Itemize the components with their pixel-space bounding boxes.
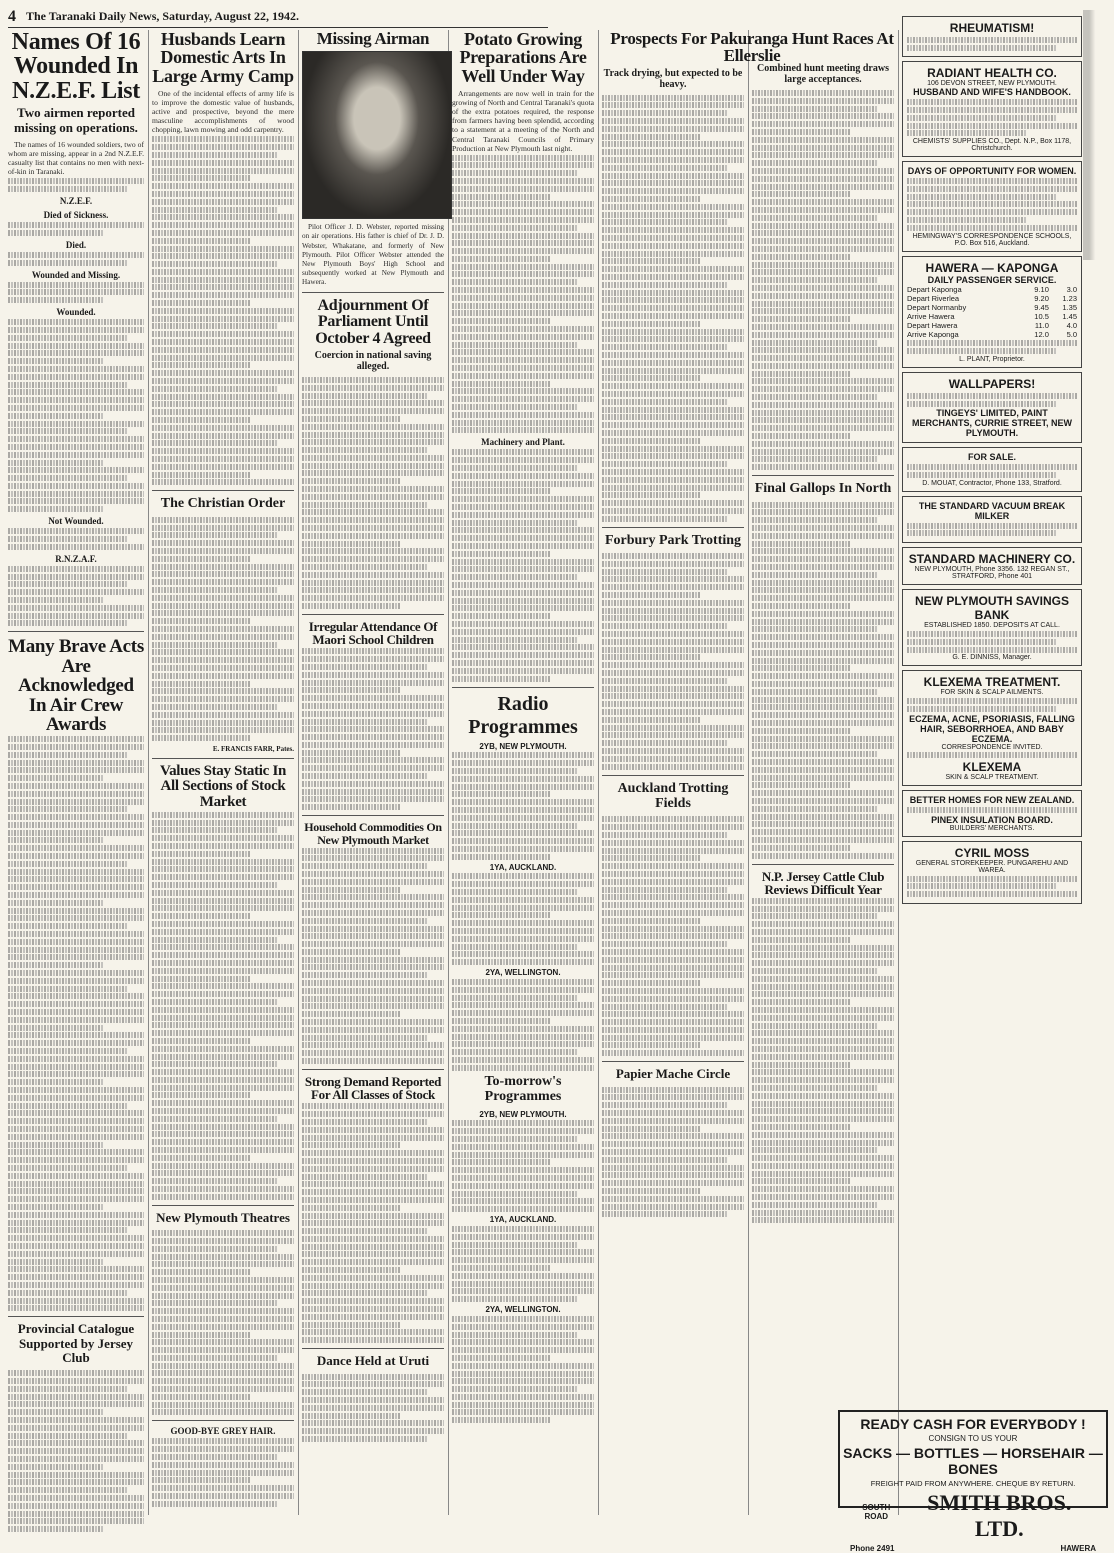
headline-missing-airman: Missing Airman: [316, 29, 430, 48]
timetable-cell: 5.0: [1066, 329, 1077, 339]
timetable-cell: 4.0: [1066, 320, 1077, 330]
article-body: [8, 140, 144, 176]
headline-wounded: Names Of 16 Wounded In N.Z.E.F. List: [11, 29, 141, 104]
ad-opportunity-women: DAYS OF OPPORTUNITY FOR WOMEN. HEMINGWAY'S CORRESPONDENCE SCHOOLS, P.O. Box 516, Auckland.: [902, 161, 1082, 251]
headline-strong-demand: Strong Demand Reported For All Classes of Stock: [304, 1074, 442, 1103]
article-body: [452, 89, 594, 153]
column-rule: [448, 30, 449, 1515]
ad-for-sale: FOR SALE. D. MOUAT, Contractor, Phone 133, Stratford.: [902, 447, 1082, 491]
ad-rheumatism: RHEUMATISM!: [902, 16, 1082, 57]
section-heading: Wounded and Missing.: [31, 269, 121, 280]
ad-cyril-moss: CYRIL MOSS GENERAL STOREKEEPER. PUNGAREHU AND WAREA.: [902, 841, 1082, 904]
ad-phone: Phone 2491: [850, 1544, 895, 1553]
timetable-row: [907, 312, 1077, 321]
headline-forbury: Forbury Park Trotting: [604, 532, 742, 548]
ad-line: READY CASH FOR EVERYBODY !: [860, 1416, 1086, 1432]
timetable-row: [907, 303, 1077, 312]
ad-town: HAWERA: [1060, 1544, 1096, 1553]
masthead-line: The Taranaki Daily News, Saturday, August 22, 1942.: [26, 9, 300, 23]
column-3: [302, 30, 444, 1515]
column-1: [8, 30, 144, 1515]
subhead-parliament: Coercion in national saving alleged.: [314, 349, 432, 372]
ad-hawera-kaponga: HAWERA — KAPONGA DAILY PASSENGER SERVICE. Depart Kaponga 9.10 3.0 Depart Riverlea 9.20 1.23 Depart Normanby 9.45 1.35 Arrive Hawera 10.5 1.45 Depart Hawera 11.0 4.0 Arrive Kaponga 12.0 5.0 L. PLANT, Proprietor.: [902, 256, 1082, 368]
column-rule: [898, 30, 899, 1515]
headline-potato: Potato Growing Preparations Are Well Under Way: [459, 29, 587, 86]
headline-auckland-trotting: Auckland Trotting Fields: [617, 780, 729, 811]
subhead-combined: Combined hunt meeting draws large acceptances.: [757, 63, 889, 85]
timetable-cell: 9.45: [1034, 302, 1049, 312]
headline-final-gallops: Final Gallops In North: [754, 481, 892, 497]
column-7: [902, 12, 1082, 1402]
headline-provincial-catalogue: Provincial Catalogue Supported by Jersey Club: [17, 1321, 135, 1365]
section-heading: Died of Sickness.: [43, 209, 109, 220]
ad-wallpapers: WALLPAPERS! TINGEYS' LIMITED, PAINT MERCHANTS, CURRIE STREET, NEW PLYMOUTH.: [902, 372, 1082, 443]
article-intro: The names of 16 wounded soldiers, two of whom are missing, appear in a 2nd N.Z.E.F. casualty list that contains no men with next-of-kin in Taranaki.: [8, 140, 144, 177]
headline-dance: Dance Held at Uruti: [316, 1353, 430, 1369]
timetable-cell: Depart Normanby: [907, 302, 967, 312]
headline-parliament: Adjournment Of Parliament Until October 4 Agreed: [315, 296, 431, 347]
timetable-cell: 9.10: [1034, 284, 1049, 294]
ad-grey-hair: GOOD-BYE GREY HAIR.: [170, 1426, 276, 1437]
torn-edge: [1083, 10, 1114, 260]
subhead-track: Track drying, but expected to be heavy.: [603, 67, 743, 90]
timetable-cell: 1.35: [1062, 302, 1077, 312]
section-heading: N.Z.E.F.: [59, 195, 93, 206]
timetable-cell: Depart Hawera: [907, 320, 958, 330]
timetable-cell: 3.0: [1066, 284, 1077, 294]
timetable-cell: 9.20: [1034, 293, 1049, 303]
ad-line: FREIGHT PAID FROM ANYWHERE. CHEQUE BY RETURN.: [870, 1479, 1076, 1488]
ad-radiant-health: RADIANT HEALTH CO. 106 DEVON STREET, NEW PLYMOUTH. HUSBAND AND WIFE'S HANDBOOK. CHEMISTS' SUPPLIES CO., Dept. N.P., Box 1178, Christchurch.: [902, 61, 1082, 157]
headline-pakuranga: Prospects For Pakuranga Hunt Races At Ellerslie: [610, 29, 894, 66]
masthead: [8, 6, 548, 28]
ad-standard-machinery: STANDARD MACHINERY CO. NEW PLYMOUTH, Phone 3356. 132 REGAN ST., STRATFORD, Phone 401: [902, 547, 1082, 585]
headline-christian-order: The Christian Order: [160, 496, 286, 512]
timetable-row: [907, 294, 1077, 303]
ad-klexema: KLEXEMA TREATMENT. FOR SKIN & SCALP AILMENTS. ECZEMA, ACNE, PSORIASIS, FALLING HAIR, SEBORRHOEA, AND BABY ECZEMA. CORRESPONDENCE INVITED. KLEXEMA SKIN & SCALP TREATMENT.: [902, 670, 1082, 786]
letter-signoff: E. FRANCIS FARR, Pates.: [212, 745, 294, 754]
article-lead: One of the incidental effects of army life is to improve the domestic value of husbands, active and prospective, beyond the mere masculine accomplishments of wood chopping, lawn mowing and odd carpentry.: [152, 89, 294, 135]
headline-air-awards: Many Brave Acts Are Acknowledged In Air Crew Awards: [8, 636, 144, 735]
ad-vacuum-milker: THE STANDARD VACUUM BREAK MILKER: [902, 496, 1082, 543]
headline-papier-mache: Papier Mache Circle: [615, 1066, 731, 1082]
ad-smith-bros: [838, 1410, 1108, 1553]
ad-footer: [840, 1490, 1106, 1542]
column-5b: [752, 60, 894, 1515]
headline-stock-market: Values Stay Static In All Sections of Stock Market: [159, 763, 287, 810]
column-2: [152, 30, 294, 1515]
timetable-cell: Depart Kaponga: [907, 284, 962, 294]
station-heading: 2YB, NEW PLYMOUTH.: [479, 1109, 567, 1119]
ad-street: SOUTH ROAD: [862, 1503, 891, 1521]
article-body: [152, 89, 294, 134]
subhead-wounded: Two airmen reported missing on operations.: [14, 105, 138, 135]
station-heading: 2YA, WELLINGTON.: [485, 1305, 561, 1315]
timetable: [907, 285, 1077, 339]
station-heading: 1YA, AUCKLAND.: [489, 1215, 557, 1225]
headline-radio: Radio Programmes: [468, 692, 578, 738]
timetable-row: [907, 285, 1077, 294]
headline-tomorrow: To-morrow's Programmes: [484, 1073, 562, 1105]
timetable-cell: 1.23: [1062, 293, 1077, 303]
timetable-row: [907, 330, 1077, 339]
station-heading: 2YA, WELLINGTON.: [485, 968, 561, 978]
section-heading: R.N.Z.A.F.: [55, 553, 97, 564]
timetable-row: [907, 321, 1077, 330]
headline-husbands: Husbands Learn Domestic Arts In Large Army Camp: [152, 29, 294, 86]
column-rule: [748, 30, 749, 1515]
page-number: 4: [8, 7, 16, 25]
section-heading: Not Wounded.: [48, 516, 104, 527]
column-rule: [148, 30, 149, 1515]
timetable-cell: 10.5: [1034, 311, 1049, 321]
section-heading: Died.: [65, 239, 87, 250]
caption-text: Pilot Officer J. D. Webster, reported missing on air operations. His father is chief of Dr. J. D. Webster, Whakatane, and formerly of New Plymouth. Pilot Officer Webster attended the New Plymouth Boys' High School and subsequently worked at New Plymouth and Hawera.: [302, 223, 444, 286]
ad-line: CONSIGN TO US YOUR: [928, 1434, 1018, 1443]
ad-company-name: SMITH BROS. LTD.: [927, 1490, 1072, 1541]
ad-savings-bank: NEW PLYMOUTH SAVINGS BANK ESTABLISHED 1850. DEPOSITS AT CALL. G. E. DINNISS, Manager.: [902, 589, 1082, 666]
article-lead: Arrangements are now well in train for the growing of North and Central Taranaki's quota of the extra potatoes required, the response from farmers having been splendid, according to a statement at a meeting of the North and Central Taranaki Councils of Primary Production at New Plymouth last night.: [452, 89, 594, 153]
headline-theatres: New Plymouth Theatres: [156, 1209, 290, 1225]
timetable-cell: Arrive Hawera: [907, 311, 955, 321]
section-heading: Wounded.: [56, 307, 96, 318]
station-heading: 1YA, AUCKLAND.: [489, 862, 557, 872]
timetable-cell: 11.0: [1034, 320, 1049, 330]
column-4: [452, 30, 594, 1515]
section-heading: Machinery and Plant.: [481, 437, 565, 448]
ad-line: SACKS — BOTTLES — HORSEHAIR — BONES: [843, 1445, 1103, 1477]
headline-household: Household Commodities On New Plymouth Market: [304, 820, 442, 847]
column-rule: [598, 30, 599, 1515]
headline-maori-school: Irregular Attendance Of Maori School Children: [308, 619, 438, 648]
ad-footer: [840, 1544, 1106, 1553]
headline-jersey-cattle: N.P. Jersey Cattle Club Reviews Difficult Year: [761, 868, 885, 897]
portrait-photo: [302, 51, 452, 219]
column-rule: [298, 30, 299, 1515]
timetable-cell: Depart Riverlea: [907, 293, 960, 303]
timetable-cell: 1.45: [1062, 311, 1077, 321]
station-heading: 2YB, NEW PLYMOUTH.: [479, 741, 567, 751]
timetable-cell: Arrive Kaponga: [907, 329, 959, 339]
ad-pinex: BETTER HOMES FOR NEW ZEALAND. PINEX INSULATION BOARD. BUILDERS' MERCHANTS.: [902, 790, 1082, 837]
timetable-cell: 12.0: [1034, 329, 1049, 339]
photo-caption: [302, 223, 444, 287]
